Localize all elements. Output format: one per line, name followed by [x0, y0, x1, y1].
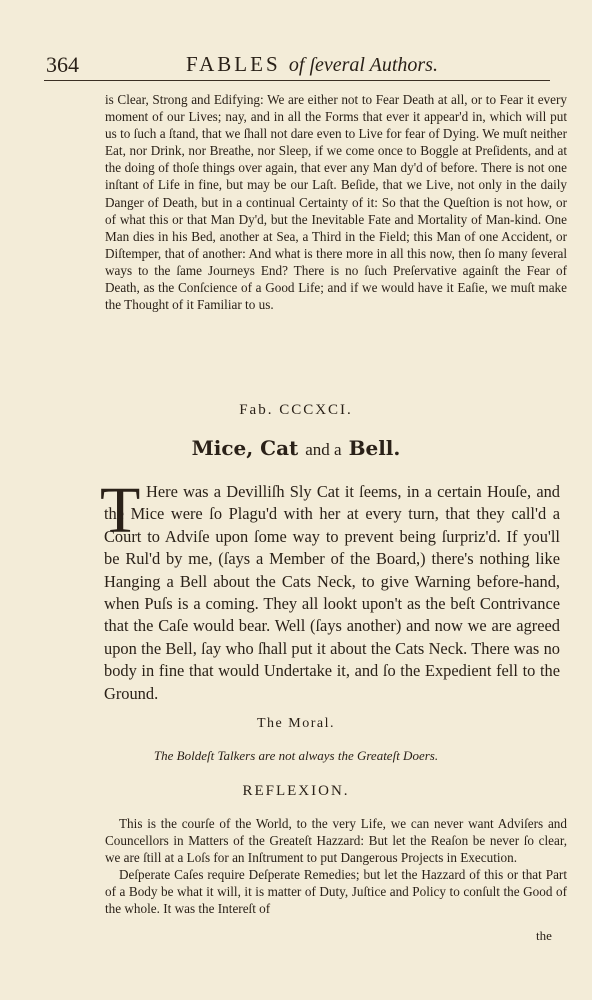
- moral-heading: The Moral.: [257, 716, 335, 731]
- moral-text: The Boldeſt Talkers are not always the Greateſt Doers.: [153, 748, 439, 763]
- fable-body: [104, 481, 560, 705]
- page-number: 364: [46, 52, 79, 77]
- reflexion-paragraph-2: Deſperate Caſes require Deſperate Remedies; but let the Hazzard of this or that Part of a Body be what it will, it is matter of Duty, Juſtice and Policy to conſult the Good of the whole. It was the Intereſt of: [105, 867, 567, 917]
- top-paragraph-text: is Clear, Strong and Edifying: We are either not to Fear Death at all, or to Fear it every moment of our Lives; nay, and in all the Forms that ever it appear'd in, which will put us to ſuch a ſtand, that we ſhall not dare even to Live for fear of Dying. We muſt neither Eat, nor Drink, nor Breathe, nor Sleep, if we come once to Boggle at Preſidents, and at the doing of thoſe things over again, that ever any Man dy'd of before. There is not one inſtant of Life in fine, but may be our Laſt. Beſide, that we Live, not only in the daily Danger of Death, but in a continual Certainty of it: So that the Queſtion is not how, or of what this or that Man Dy'd, but the Inevitable Fate and Mortality of Man-kind. One Man dies in his Bed, another at Sea, a Third in the Field; this Man of one Accident, or Diſtemper, that of another: And what is there more in all this now, then ſo many ſeveral ways to the ſame Journeys End? There is no ſuch Preſervative againſt the Fear of Death, as the Conſcience of a Good Life; and if we would have it Eaſie, we muſt make the Thought of it Familiar to us.: [105, 92, 567, 313]
- fable-title-part2: Bell.: [348, 436, 401, 460]
- top-paragraph: [105, 91, 567, 313]
- fable-title: [0, 436, 592, 460]
- running-title-sub: of ſeveral Authors.: [288, 54, 438, 76]
- reflexion-paragraph-1: This is the courſe of the World, to the very Life, we can never want Adviſers and Councellors in Matters of the Greateſt Hazzard: But let the Reaſon be never ſo clear, we are ſtill at a Loſs for an Inſtrument to put Dangerous Projects in Execution.: [105, 816, 567, 866]
- reflexion-heading: REFLEXION.: [242, 783, 350, 799]
- running-title: [186, 52, 438, 77]
- page-header: [44, 50, 550, 81]
- catchword: the: [536, 928, 552, 943]
- reflexion-body: [105, 815, 567, 918]
- running-title-main: FABLES: [186, 52, 281, 76]
- fable-body-text: Here was a Devilliſh Sly Cat it ſeems, in a certain Houſe, and the Mice were ſo Plagu'd with her at every turn, that they call'd a Court to Adviſe upon ſome way to prevent being ſurpriz'd. If you'll be Rul'd by me, (ſays a Member of the Board,) there's nothing like Hanging a Bell about the Cats Neck, to give Warning before-hand, when Puſs is a coming. They all lookt upon't as the beſt Contrivance that the Caſe would bear. Well (ſays another) and now we are agreed upon the Bell, ſay who ſhall put it about the Cats Neck. There was no body in fine that would Undertake it, and ſo the Expedient fell to the Ground.: [104, 482, 560, 703]
- drop-cap: T: [100, 474, 141, 547]
- fable-title-and: and a: [305, 440, 342, 459]
- fable-title-part1: Mice, Cat: [191, 436, 299, 460]
- fable-number: Fab. CCCXCI.: [239, 402, 353, 418]
